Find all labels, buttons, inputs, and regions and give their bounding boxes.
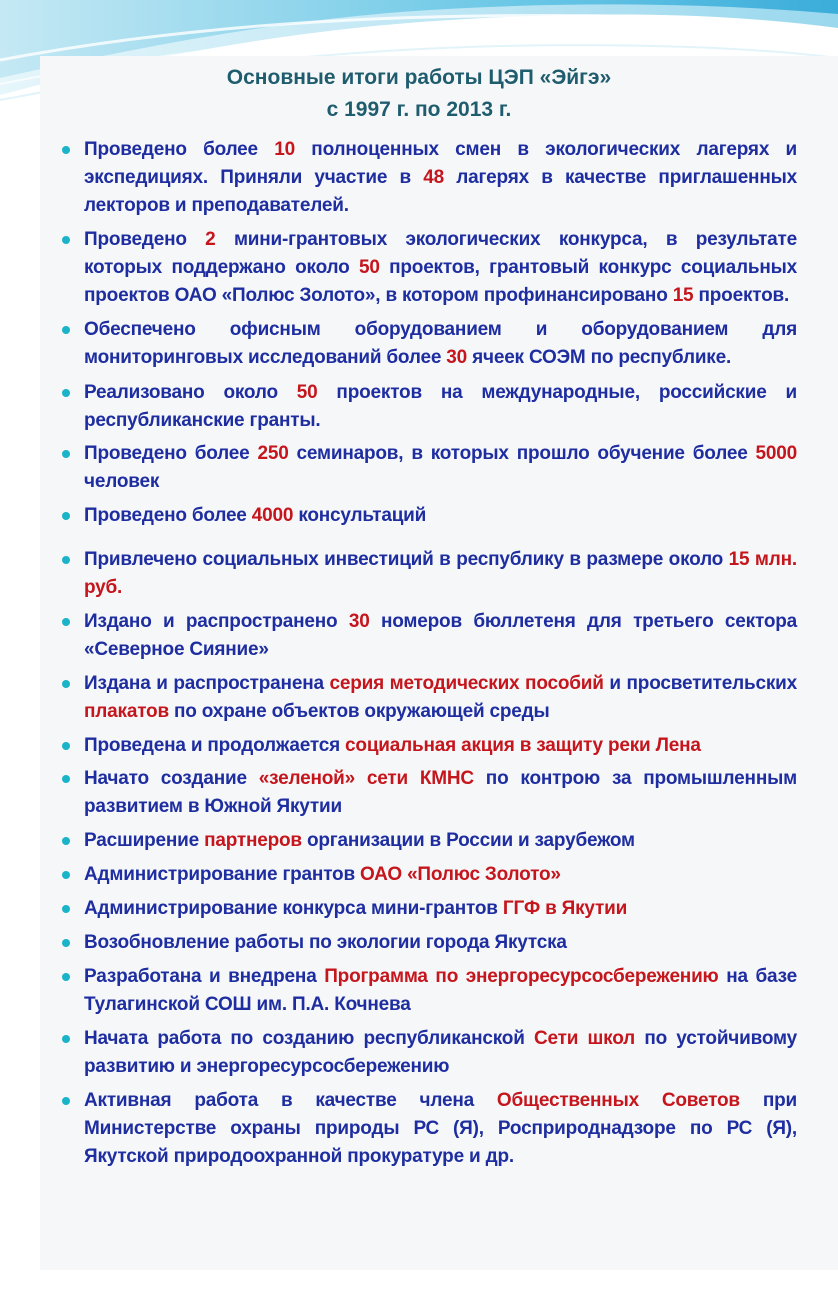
highlight-text: 50 — [296, 382, 318, 403]
title-line-1: Основные итоги работы ЦЭП «Эйгэ» — [226, 66, 612, 89]
bullet-icon — [62, 389, 70, 397]
list-item — [84, 608, 797, 664]
list-item — [84, 670, 797, 726]
bullet-icon — [62, 326, 70, 334]
item-text: по устойчивому развитию и энергоресурсосбережению — [84, 1028, 797, 1077]
highlight-text: «зеленой» сети КМНС — [258, 768, 474, 789]
bullet-icon — [62, 556, 70, 564]
highlight-text: 4000 — [251, 505, 294, 526]
bullet-icon — [62, 742, 70, 750]
list-item — [84, 895, 797, 923]
bullet-icon — [62, 680, 70, 688]
item-text: Администрирование грантов — [84, 864, 361, 885]
item-text: при Министерстве охраны природы РС (Я), Росприроднадзоре по РС (Я), Якутской природоохранной прокуратуре и др. — [84, 1090, 797, 1167]
highlight-text: 5000 — [755, 443, 797, 464]
highlight-text: Программа по энергоресурсосбережению — [324, 966, 719, 987]
highlight-text: 10 — [274, 139, 295, 160]
item-text: Активная работа в качестве члена — [84, 1090, 497, 1111]
item-text: организации в России и зарубежом — [301, 830, 635, 851]
list-item — [84, 440, 797, 496]
bullet-icon — [62, 905, 70, 913]
item-text: ячеек СОЭМ по республике. — [467, 347, 732, 368]
item-text: Обеспечено офисным оборудованием и оборудованием для мониторинговых исследований более — [84, 319, 797, 368]
page-title — [0, 62, 838, 126]
highlight-text: 48 — [423, 167, 444, 188]
list-item — [84, 1025, 797, 1081]
item-text: Издано и распространено — [84, 611, 349, 632]
item-text: и просветительских — [603, 673, 798, 694]
highlight-text: 15 — [672, 285, 694, 306]
list-item — [84, 316, 797, 372]
item-text: полноценных смен в экологических лагерях и экспедициях. Приняли участие в — [84, 139, 797, 188]
highlight-text: 15 млн. руб. — [84, 549, 797, 598]
item-text: по охране объектов окружающей среды — [168, 701, 550, 722]
highlight-text: 2 — [205, 229, 216, 250]
highlight-text: партнеров — [204, 830, 302, 851]
highlight-text: ОАО «Полюс Золото» — [360, 864, 561, 885]
item-text: Начато создание — [84, 768, 259, 789]
list-item — [84, 1087, 797, 1171]
item-text: мини-грантовых экологических конкурса, в результате которых поддержано около — [84, 229, 797, 278]
item-text: Реализовано около — [84, 382, 297, 403]
item-text: Начата работа по созданию республиканской — [84, 1028, 534, 1049]
list-item — [84, 546, 797, 602]
item-text: консультаций — [293, 505, 427, 526]
bullet-icon — [62, 1097, 70, 1105]
list-item — [84, 379, 797, 435]
list-item — [84, 929, 797, 957]
item-text: Проведена и продолжается — [84, 735, 346, 756]
item-text: Привлечено социальных инвестиций в республику в размере около — [84, 549, 729, 570]
item-text: по контрою за промышленным развитием в Южной Якутии — [84, 768, 797, 817]
highlight-text: плакатов — [84, 701, 169, 722]
bullet-icon — [62, 618, 70, 626]
item-text: номеров бюллетеня для третьего сектора «Северное Сияние» — [84, 611, 798, 660]
list-item — [84, 827, 797, 855]
item-text: человек — [84, 471, 160, 492]
highlight-text: 30 — [446, 347, 468, 368]
bullet-icon — [62, 871, 70, 879]
bullet-icon — [62, 146, 70, 154]
item-text: проектов, грантовый конкурс социальных проектов ОАО «Полюс Золото», в котором профинансировано — [84, 257, 798, 306]
item-text: Проведено более — [84, 139, 275, 160]
highlight-text: 50 — [358, 257, 380, 278]
item-text: проектов. — [693, 285, 790, 306]
list-item — [84, 136, 797, 220]
item-text: Администрирование конкурса мини-грантов — [84, 898, 503, 919]
item-text: семинаров, в которых прошло обучение более — [288, 443, 756, 464]
item-text: Проведено более — [84, 505, 252, 526]
bullet-icon — [62, 775, 70, 783]
highlight-text: Общественных Советов — [496, 1090, 740, 1111]
results-list — [84, 136, 797, 1171]
item-text: Разработана и внедрена — [84, 966, 325, 987]
highlight-text: 250 — [257, 443, 289, 464]
highlight-text: Сети школ — [533, 1028, 636, 1049]
item-text: проектов на международные, российские и республиканские гранты. — [84, 382, 797, 431]
list-item — [84, 502, 797, 530]
list-item — [84, 765, 797, 821]
bullet-icon — [62, 450, 70, 458]
bullet-icon — [62, 1035, 70, 1043]
item-text: Расширение — [84, 830, 205, 851]
bullet-icon — [62, 973, 70, 981]
highlight-text: ГГФ в Якутии — [502, 898, 628, 919]
title-line-2: с 1997 г. по 2013 г. — [326, 98, 512, 121]
list-item — [84, 861, 797, 889]
bullet-icon — [62, 512, 70, 520]
item-text: Проведено — [84, 229, 206, 250]
item-text: Возобновление работы по экологии города Якутска — [84, 932, 567, 953]
list-item — [84, 226, 797, 310]
item-text: лагерях в качестве приглашенных лекторов и преподавателей. — [84, 167, 797, 216]
list-item — [84, 963, 797, 1019]
item-text: на базе Тулагинской СОШ им. П.А. Кочнева — [84, 966, 797, 1015]
highlight-text: 30 — [348, 611, 370, 632]
highlight-text: серия методических пособий — [329, 673, 604, 694]
highlight-text: социальная акция в защиту реки Лена — [345, 735, 701, 756]
list-item — [84, 732, 797, 760]
bullet-icon — [62, 837, 70, 845]
item-text: Проведено более — [84, 443, 258, 464]
bullet-icon — [62, 939, 70, 947]
item-text: Издана и распространена — [84, 673, 330, 694]
bullet-icon — [62, 236, 70, 244]
